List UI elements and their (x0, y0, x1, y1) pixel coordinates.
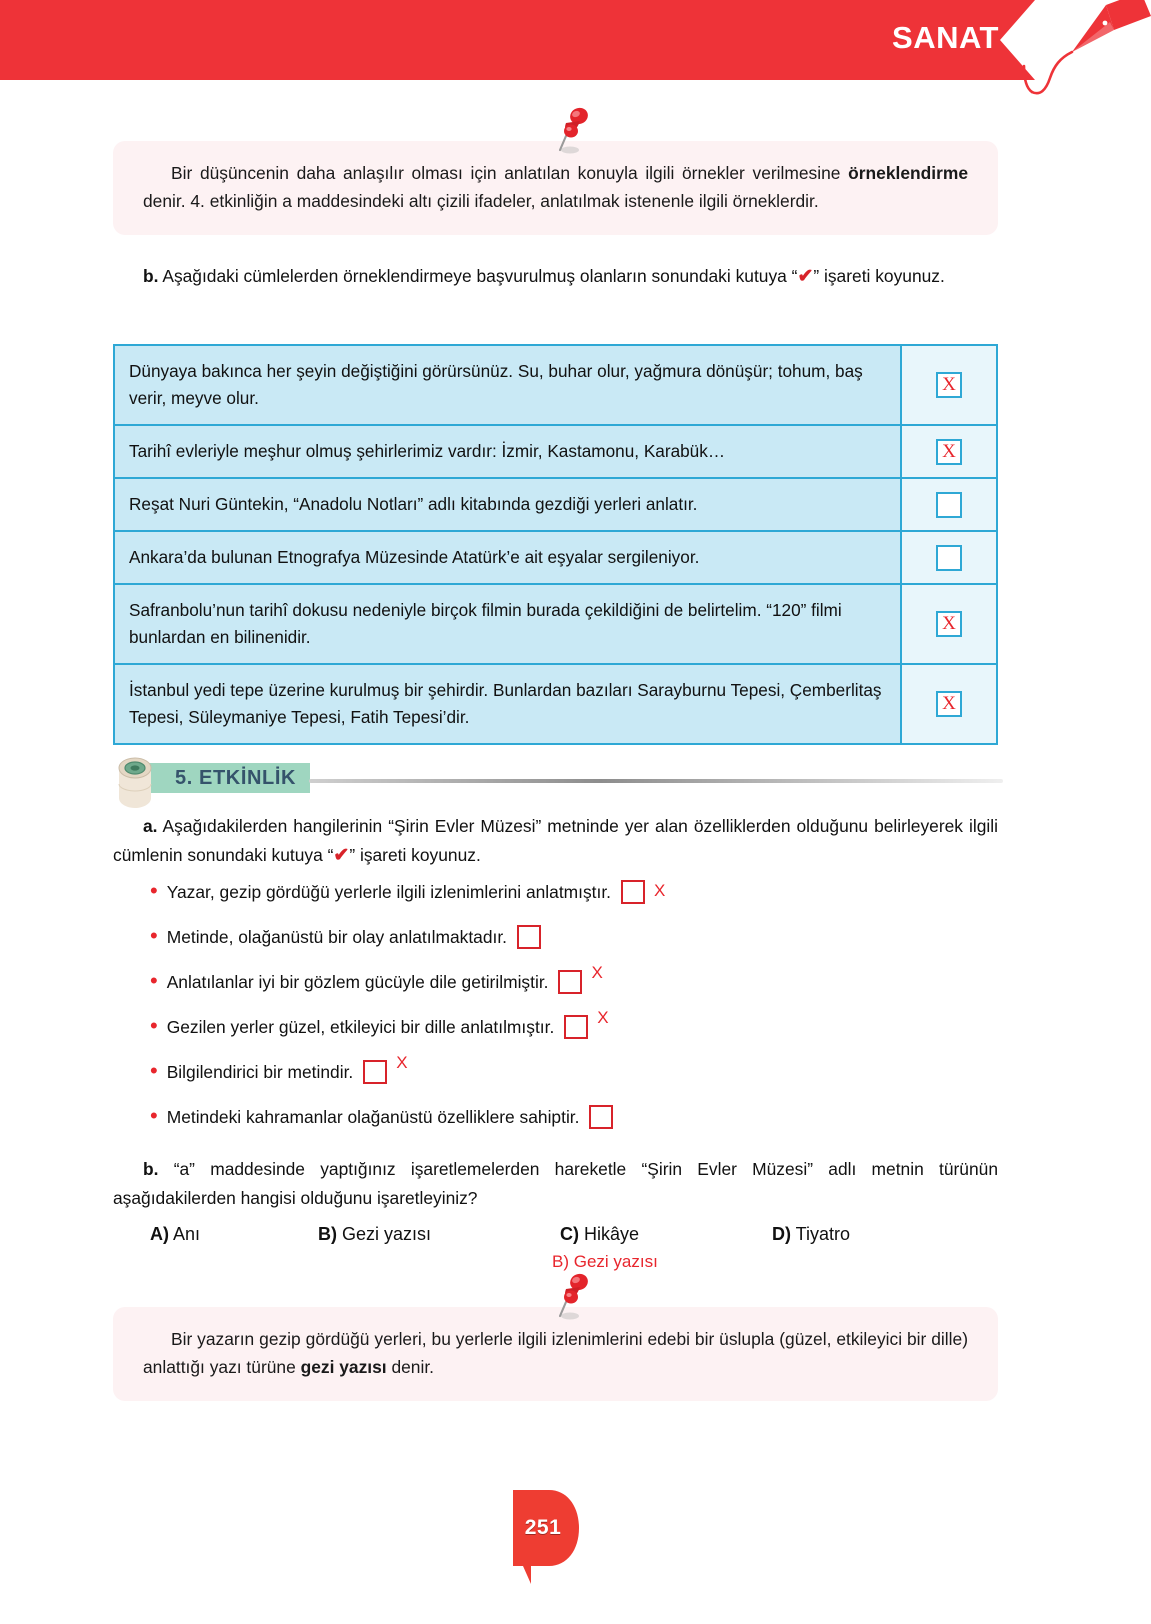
check-mark: X (396, 1053, 408, 1072)
activity-rule (309, 779, 1003, 783)
checkbox[interactable] (936, 691, 962, 717)
table-row-text: Dünyaya bakınca her şeyin değiştiğini görürsünüz. Su, buhar olur, yağmura dönüşür; tohum, baş verir, meyve olur. (115, 346, 902, 424)
list-item (150, 1053, 1010, 1084)
table-row-checkbox-cell[interactable] (902, 479, 996, 530)
option-label: Anı (169, 1224, 201, 1244)
option-letter: D) (772, 1224, 791, 1244)
list-item (150, 880, 1010, 904)
table-row-checkbox-cell[interactable] (902, 426, 996, 477)
table-row (113, 530, 998, 585)
checkbox[interactable] (936, 492, 962, 518)
table-row (113, 424, 998, 479)
checkbox[interactable] (363, 1060, 387, 1084)
option-letter: B) (318, 1224, 337, 1244)
question-b: b. “a” maddesinde yaptığınız işaretlemelerden hareketle “Şirin Evler Müzesi” adlı metnin türünün aşağıdakilerden hangisi olduğunu işaretleyiniz? (113, 1159, 998, 1208)
list-item-label: Gezilen yerler güzel, etkileyici bir dille anlatılmıştır. (166, 1016, 555, 1037)
header-banner (0, 0, 1035, 80)
list-item (150, 1105, 1010, 1129)
check-glyph: ✔ (797, 266, 814, 287)
option-c[interactable] (560, 1224, 639, 1245)
list-item-label: Anlatılanlar iyi bir gözlem gücüyle dile getirilmiştir. (166, 971, 549, 992)
list-item-label: Metindeki kahramanlar olağanüstü özelliklere sahiptir. (166, 1106, 580, 1127)
checkbox[interactable] (558, 970, 582, 994)
option-label: Gezi yazısı (337, 1224, 432, 1244)
bullet-dot-icon: • (150, 968, 158, 993)
table-row-checkbox-cell[interactable] (902, 346, 996, 424)
bullet-dot-icon: • (150, 878, 158, 903)
question-b-label: b. (143, 1159, 159, 1179)
check-mark: X (942, 374, 956, 396)
info-box-top-text: Bir düşüncenin daha anlaşılır olması için anlatılan konuyla ilgili örnekler verilmesine örneklendirme denir. 4. etkinliğin a maddesindeki altı çizili ifadeler, anlatılmak istenenle ilgili örneklerdir. (143, 163, 968, 211)
instruction-a: a. Aşağıdakilerden hangilerinin “Şirin Evler Müzesi” metninde yer alan özelliklerden olduğunu belirleyerek ilgili cümlenin sonundaki kutuya “✔” işareti koyunuz. (113, 816, 998, 866)
bullet-dot-icon: • (150, 1058, 158, 1083)
table-row (113, 663, 998, 745)
fountain-pen-icon (1010, 0, 1151, 100)
option-label: Hikâye (579, 1224, 640, 1244)
table-row-text: Tarihî evleriyle meşhur olmuş şehirlerimiz vardır: İzmir, Kastamonu, Karabük… (115, 426, 902, 477)
checkbox[interactable] (621, 880, 645, 904)
info-box-bottom-text: Bir yazarın gezip gördüğü yerleri, bu yerlerle ilgili izlenimlerini edebi bir üslupla (güzel, etkileyici bir dille) anlattığı yazı türüne gezi yazısı denir. (143, 1329, 968, 1377)
instruction-b: b. Aşağıdaki cümlelerden örneklendirmeye başvurulmuş olanların sonundaki kutuya “✔” işareti koyunuz. (143, 266, 945, 287)
option-letter: A) (150, 1224, 169, 1244)
checkbox[interactable] (936, 439, 962, 465)
check-mark: X (942, 440, 956, 462)
instruction-b-label: b. (143, 266, 159, 286)
checkbox[interactable] (936, 545, 962, 571)
option-b[interactable] (318, 1224, 431, 1245)
list-item-label: Metinde, olağanüstü bir olay anlatılmaktadır. (166, 926, 507, 947)
option-label: Tiyatro (791, 1224, 851, 1244)
table-row (113, 583, 998, 665)
tape-roll-icon (113, 754, 175, 810)
handwritten-answer: B) Gezi yazısı (552, 1252, 658, 1271)
list-item (150, 925, 1010, 949)
list-item (150, 1008, 1010, 1039)
table-row-text: İstanbul yedi tepe üzerine kurulmuş bir şehirdir. Bunlardan bazıları Sarayburnu Tepesi, Çemberlitaş Tepesi, Süleymaniye Tepesi, Fatih Tepesi’dir. (115, 665, 902, 743)
instruction-a-label: a. (143, 816, 158, 836)
sentences-table (113, 344, 998, 743)
bullet-dot-icon: • (150, 1103, 158, 1128)
check-mark: X (942, 693, 956, 715)
checkbox[interactable] (589, 1105, 613, 1129)
page-title: SANAT (892, 20, 999, 55)
table-row-text: Ankara’da bulunan Etnografya Müzesinde Atatürk’e ait eşyalar sergileniyor. (115, 532, 902, 583)
table-row-checkbox-cell[interactable] (902, 585, 996, 663)
option-a[interactable] (150, 1224, 200, 1245)
checkbox[interactable] (936, 611, 962, 637)
check-mark: X (942, 613, 956, 635)
activity-header (113, 760, 1003, 804)
properties-checklist (150, 880, 1010, 1150)
table-row-text: Reşat Nuri Güntekin, “Anadolu Notları” adlı kitabında gezdiği yerleri anlatır. (115, 479, 902, 530)
list-item (150, 963, 1010, 994)
option-d[interactable] (772, 1224, 850, 1245)
bullet-dot-icon: • (150, 923, 158, 948)
list-item-label: Bilgilendirici bir metindir. (166, 1061, 354, 1082)
table-row-checkbox-cell[interactable] (902, 665, 996, 743)
check-glyph: ✔ (333, 845, 350, 866)
pushpin-icon (550, 106, 594, 158)
checkbox[interactable] (564, 1015, 588, 1039)
page-number: 251 (524, 1516, 562, 1539)
pushpin-icon (550, 1272, 594, 1324)
option-letter: C) (560, 1224, 579, 1244)
check-mark: X (591, 963, 603, 982)
table-row (113, 477, 998, 532)
answer-options (150, 1224, 1020, 1254)
activity-badge-label: 5. ETKİNLİK (175, 766, 297, 789)
table-row-checkbox-cell[interactable] (902, 532, 996, 583)
list-item-label: Yazar, gezip gördüğü yerlerle ilgili izlenimlerini anlatmıştır. (166, 881, 612, 902)
table-row (113, 344, 998, 426)
checkbox[interactable] (936, 372, 962, 398)
table-row-text: Safranbolu’nun tarihî dokusu nedeniyle birçok filmin burada çekildiğini de belirtelim. “120” filmi bunlardan en bilinenidir. (115, 585, 902, 663)
bullet-dot-icon: • (150, 1013, 158, 1038)
page-number-marker (509, 1488, 585, 1586)
check-mark: X (654, 881, 666, 900)
check-mark: X (597, 1008, 609, 1027)
checkbox[interactable] (517, 925, 541, 949)
